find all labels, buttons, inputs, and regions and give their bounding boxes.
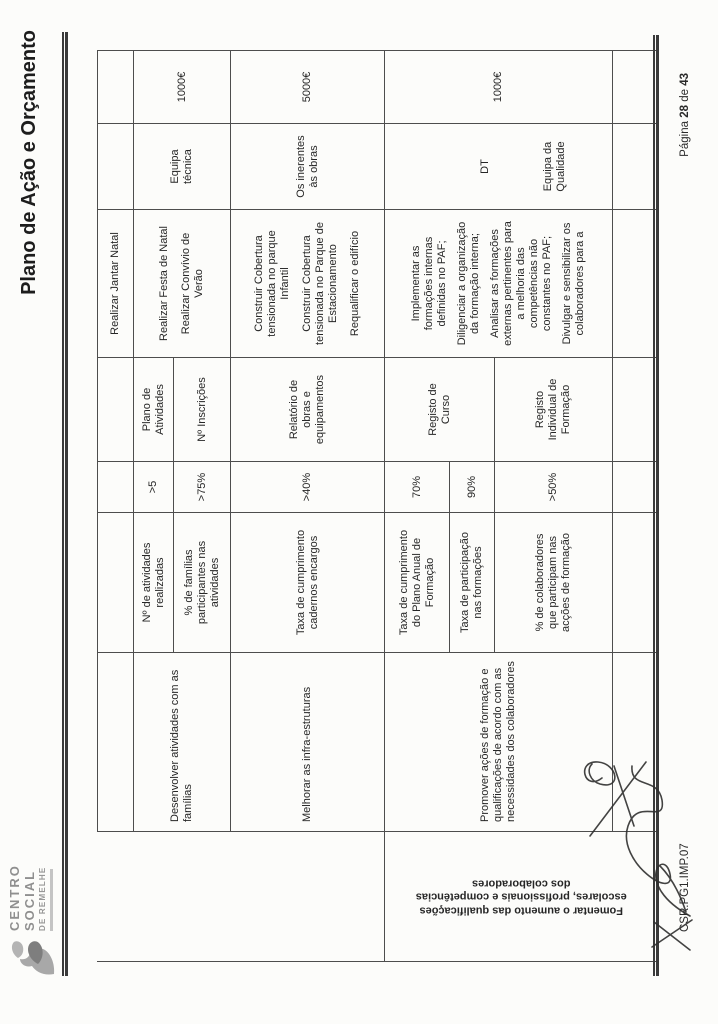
acao-item: Analisar as formações externas pertinentes para a melhoria das competências não constantes no PAF;: [489, 221, 553, 346]
acao-item: Realizar Festa de Natal: [158, 226, 170, 341]
acao-item: Diligenciar a organização da formação interna;: [456, 221, 481, 346]
logo-line-1: CENTRO: [7, 864, 22, 931]
cell-instrumento: Registo de Curso: [384, 358, 494, 462]
org-logo: [8, 864, 58, 978]
cell-meta-empty: [97, 462, 133, 513]
cell-meta: >5: [133, 462, 173, 513]
page-total: 43: [679, 73, 691, 86]
cell-indicador: % de colaboradores que participam nas acções de formação: [494, 513, 612, 653]
cell-orcamento: 1000€: [133, 50, 230, 124]
cell-meta-cut: [612, 462, 658, 513]
cell-objetivo: Desenvolver atividades com as famílias: [133, 653, 230, 832]
cell-orcamento: 5000€: [230, 50, 384, 124]
cell-objetivo: Promover ações de formação e qualificações de acordo com as necessidades dos colaboradores: [384, 653, 612, 832]
page-word: Página: [679, 121, 691, 157]
cell-indicador: Taxa de participação nas formações: [449, 513, 494, 653]
cell-instrumento-cut: [612, 358, 658, 462]
cell-meta: >40%: [230, 462, 384, 513]
strategic-objective-text: Fomentar o aumento das qualificações escolares, profissionais e competências dos colaboradores: [416, 877, 627, 917]
cell-acoes: [230, 210, 384, 358]
acao-item: Requalificar o edifício: [349, 230, 361, 337]
cell-instrumento: Nº Inscrições: [173, 358, 230, 462]
cell-orcamento: 1000€: [384, 50, 612, 124]
cell-orcamento-cut: [612, 50, 658, 124]
cell-indicador: Taxa de cumprimento cadernos encargos: [230, 513, 384, 653]
cell-acoes-cut: [612, 210, 658, 358]
cell-instrumento: Plano de Atividades: [133, 358, 173, 462]
cell-instrumento: Registo Individual de Formação: [494, 358, 612, 462]
cell-acoes: [384, 210, 612, 358]
cell-objetivo: Melhorar as infra-estruturas: [230, 653, 384, 832]
cell-indicador: Nº de atividades realizadas: [133, 513, 173, 653]
acao-item: Implementar as formações internas definidas no PAF;: [410, 236, 448, 331]
cell-meta: >75%: [173, 462, 230, 513]
acao-item: Divulgar e sensibilizar os colaboradores para a: [561, 222, 586, 345]
cell-indicador: Taxa de cumprimento do Plano Anual de Formação: [384, 513, 449, 653]
document-code: CSR.PG1.IMP.07: [679, 843, 691, 932]
cell-acoes: [133, 210, 230, 358]
cell-meta: 90%: [449, 462, 494, 513]
hands-logo-icon: [8, 938, 58, 978]
page-number: [679, 73, 691, 157]
responsavel-item: Equipa da Qualidade: [541, 141, 567, 192]
cell-indicador-empty: [97, 513, 133, 653]
cell-meta: >50%: [494, 462, 612, 513]
cell-responsavel-cut: [612, 124, 658, 210]
cell-strategic-objective-continued: [97, 832, 384, 962]
responsavel-item: DT: [478, 159, 491, 174]
cell-responsavel: Equipa técnica: [133, 124, 230, 210]
cell-indicador-cut: [612, 513, 658, 653]
cell-instrumento-empty: [97, 358, 133, 462]
cell-meta: 70%: [384, 462, 449, 513]
logo-line-2: SOCIAL: [22, 869, 37, 931]
cell-objetivo-empty: [97, 653, 133, 832]
cell-orcamento-empty: [97, 50, 133, 124]
cell-acao: Realizar Jantar Natal: [97, 210, 133, 358]
acao-item: Construir Cobertura tensionada no Parque de Estacionamento: [301, 222, 339, 345]
cell-instrumento: Relatório de obras e equipamentos: [230, 358, 384, 462]
cell-responsavel: Os inerentes às obras: [230, 124, 384, 210]
header-rule: [62, 32, 68, 976]
cell-indicador: % de famílias participantes nas atividades: [173, 513, 230, 653]
acao-item: Realizar Convívio de Verão: [180, 232, 205, 335]
acao-item: Construir Cobertura tensionada no parque Infantil: [253, 230, 291, 337]
signature-scribble: [568, 739, 718, 974]
of-word: de: [679, 89, 691, 102]
page-title: Plano de Ação e Orçamento: [18, 30, 40, 295]
cell-responsavel-empty: [97, 124, 133, 210]
cell-responsavel: [384, 124, 612, 210]
page-current: 28: [679, 105, 691, 118]
logo-subtext: [50, 869, 53, 931]
logo-line-3: DE REMELHE: [38, 866, 47, 931]
